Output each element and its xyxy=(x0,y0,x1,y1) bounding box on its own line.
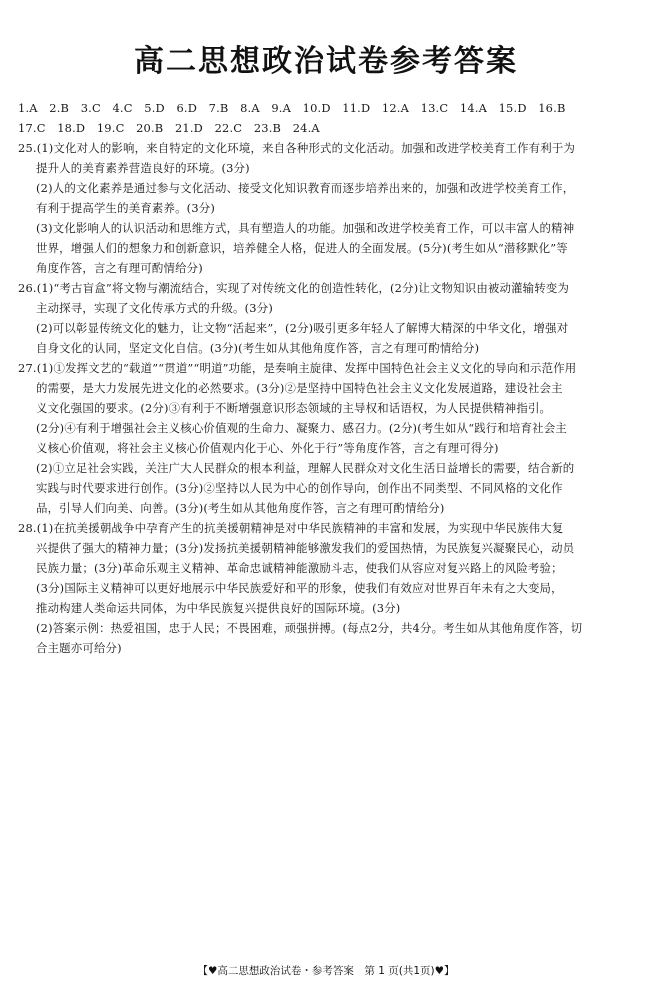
answer-line: 合主题亦可给分) xyxy=(36,641,122,655)
answer-line: 主动探寻，实现了文化传承方式的升级。(3分) xyxy=(36,301,273,315)
answer-line: 27.(1)①发挥文艺的“载道”“贯道”“明道”功能，是奏响主旋律、发挥中国特色社会主义文化的导向和示范作用 xyxy=(18,361,577,375)
answer-line: (2分)④有利于增强社会主义核心价值观的生命力、凝聚力、感召力。(2分)(考生如从“践行和培育社会主 xyxy=(36,421,567,435)
answer-content xyxy=(18,98,640,658)
answer-line: 推动构建人类命运共同体，为中华民族复兴提供良好的国际环境。(3分) xyxy=(36,601,401,615)
answer-line: 角度作答，言之有理可酌情给分) xyxy=(36,261,203,275)
answer-line: 的需要，是大力发展先进文化的必然要求。(3分)②是坚持中国特色社会主义文化发展道路，建设社会主 xyxy=(36,381,563,395)
answer-line: 兴提供了强大的精神力量；(3分)发扬抗美援朝精神能够激发我们的爱国热情，为民族复兴凝聚民心，动员 xyxy=(36,541,575,555)
answer-line: 义文化强国的要求。(2分)③有利于不断增强意识形态领域的主导权和话语权，为人民提供精神指引。 xyxy=(36,401,552,415)
answer-line: 实践与时代要求进行创作。(3分)②坚持以人民为中心的创作导向，创作出不同类型、不同风格的文化作 xyxy=(36,481,563,495)
answer-line: 自身文化的认同，坚定文化自信。(3分)(考生如从其他角度作答，言之有理可酌情给分) xyxy=(36,341,480,355)
answer-line: 17.C 18.D 19.C 20.B 21.D 22.C 23.B 24.A xyxy=(18,121,320,135)
answer-line: (3分)国际主义精神可以更好地展示中华民族爱好和平的形象，使我们有效应对世界百年未有之大变局， xyxy=(36,581,563,595)
answer-line: 1.A 2.B 3.C 4.C 5.D 6.D 7.B 8.A 9.A 10.D 11.D 12.A 13.C 14.A 15.D 16.B xyxy=(18,101,566,115)
answer-line: 民族力量；(3分)革命乐观主义精神、革命忠诚精神能激励斗志，使我们从容应对复兴路上的风险考验； xyxy=(36,561,563,575)
answer-line: (2)答案示例：热爱祖国，忠于人民；不畏困难，顽强拼搏。(每点2分，共4分。考生如从其他角度作答，切 xyxy=(36,621,583,635)
answer-line: (2)可以彰显传统文化的魅力，让文物“活起来”，(2分)吸引更多年轻人了解博大精深的中华文化，增强对 xyxy=(36,321,569,335)
answer-line: (3)文化影响人的认识活动和思维方式，具有塑造人的功能。加强和改进学校美育工作，可以丰富人的精神 xyxy=(36,221,575,235)
answer-line: 世界，增强人们的想象力和创新意识，培养健全人格，促进人的全面发展。(5分)(考生如从“潜移默化”等 xyxy=(36,241,568,255)
document-title: 高二思想政治试卷参考答案 xyxy=(134,44,518,79)
answer-line: 提升人的美育素养营造良好的环境。(3分) xyxy=(36,161,250,175)
page-footer: 【♥高二思想政治试卷・参考答案 第 1 页(共1页)♥】 xyxy=(197,965,455,977)
answer-line: 25.(1)文化对人的影响，来自特定的文化环境，来自各种形式的文化活动。加强和改进学校美育工作有利于为 xyxy=(18,141,576,155)
answer-line: 品，引导人们向美、向善。(3分)(考生如从其他角度作答，言之有理可酌情给分) xyxy=(36,501,445,515)
answer-line: 有利于提高学生的美育素养。(3分) xyxy=(36,201,216,215)
answer-line: 义核心价值观，将社会主义核心价值观内化于心、外化于行”等角度作答，言之有理可得分) xyxy=(36,441,499,455)
answer-line: (2)①立足社会实践，关注广大人民群众的根本利益，理解人民群众对文化生活日益增长的需要，结合新的 xyxy=(36,461,575,475)
answer-line: 28.(1)在抗美援朝战争中孕育产生的抗美援朝精神是对中华民族精神的丰富和发展，为实现中华民族伟大复 xyxy=(18,521,564,535)
answer-line: 26.(1)“考古盲盒”将文物与潮流结合，实现了对传统文化的创造性转化，(2分)让文物知识由被动灌输转变为 xyxy=(18,281,570,295)
answer-line: (2)人的文化素养是通过参与文化活动、接受文化知识教育而逐步培养出来的，加强和改进学校美育工作， xyxy=(36,181,575,195)
